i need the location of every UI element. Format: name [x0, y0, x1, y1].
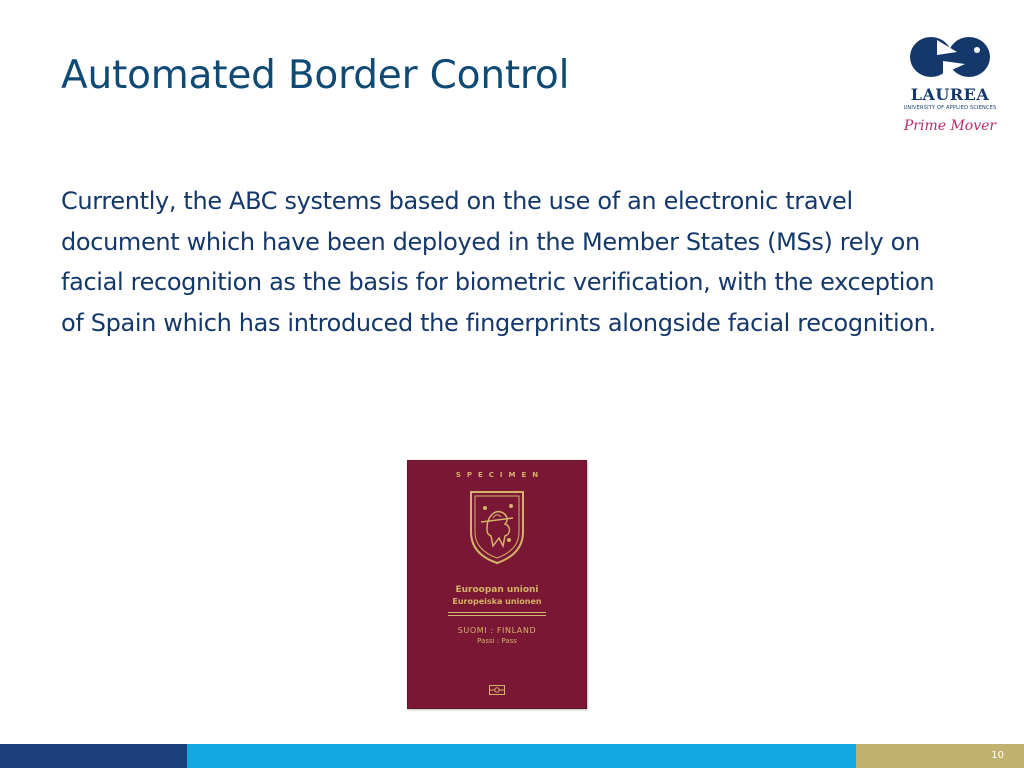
body-paragraph: Currently, the ABC systems based on the use of an electronic travel document which have been deployed in the Member States (MSs) rely on facial recognition as the basis for biometric verification, with the exception of Spain which has introduced the fingerprints alongside facial recognition.: [61, 187, 936, 338]
footer-segment-cyan: [187, 744, 856, 768]
footer-segment-gold: [856, 744, 1024, 768]
biometric-chip-icon: [489, 685, 505, 695]
coat-of-arms-icon: [467, 488, 527, 566]
footer-bar: [0, 744, 1024, 768]
passport-specimen-label: SPECIMEN: [455, 471, 545, 479]
slide-title: Automated Border Control: [61, 53, 570, 98]
laurea-logo: [900, 28, 1000, 140]
laurea-mark-icon: [907, 28, 993, 86]
passport-rule: [448, 615, 546, 616]
logo-name: LAUREA: [910, 85, 990, 104]
passport-line-3: SUOMI : FINLAND: [457, 626, 537, 635]
passport-line-2: Europeiska unionen: [452, 597, 542, 606]
footer-segment-navy: [0, 744, 187, 768]
passport-image: [407, 460, 587, 709]
passport-line-1: Euroopan unioni: [455, 585, 539, 595]
passport-rule: [448, 612, 546, 613]
passport-line-4: Passi : Pass: [477, 637, 517, 645]
logo-tagline: Prime Mover: [903, 118, 997, 134]
page-number: 10: [991, 750, 1004, 761]
logo-subtitle: UNIVERSITY OF APPLIED SCIENCES: [903, 105, 997, 111]
